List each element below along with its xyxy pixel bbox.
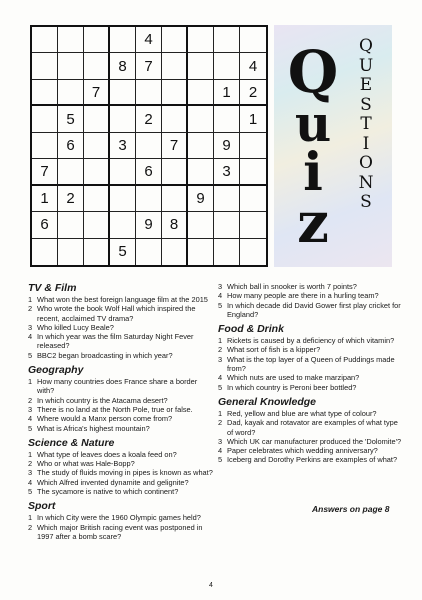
question-item	[28, 513, 214, 522]
question-item	[28, 459, 214, 468]
sudoku-cell[interactable]	[188, 80, 214, 106]
question-text: Which UK car manufacturer produced the 'Dolomite'?	[227, 436, 402, 446]
sudoku-cell[interactable]	[188, 212, 214, 238]
questions-letter: E	[359, 75, 373, 95]
question-item	[28, 332, 214, 351]
sudoku-cell[interactable]	[32, 133, 58, 159]
sudoku-cell[interactable]	[84, 159, 110, 185]
sudoku-cell[interactable]	[84, 186, 110, 212]
question-number: 1	[218, 336, 223, 346]
sudoku-cell[interactable]	[240, 239, 266, 265]
question-number: 3	[218, 436, 223, 446]
sudoku-cell[interactable]	[162, 27, 188, 53]
question-number: 4	[28, 414, 33, 424]
sudoku-cell[interactable]	[136, 239, 162, 265]
sudoku-cell[interactable]	[188, 106, 214, 132]
question-item	[218, 455, 404, 464]
question-number: 3	[218, 354, 223, 364]
sudoku-cell[interactable]	[110, 212, 136, 238]
sudoku-cell[interactable]	[188, 159, 214, 185]
question-number: 5	[218, 300, 223, 310]
question-text: There is no land at the North Pole, true or false.	[37, 404, 193, 414]
sudoku-cell[interactable]: 8	[162, 212, 188, 238]
question-number: 5	[218, 455, 223, 465]
sudoku-cell[interactable]	[188, 27, 214, 53]
question-text: Who killed Lucy Beale?	[37, 322, 114, 332]
question-text: In which year was the film Saturday Night Fever released?	[37, 332, 194, 351]
sudoku-cell[interactable]	[162, 159, 188, 185]
sudoku-cell[interactable]	[240, 186, 266, 212]
sudoku-cell[interactable]	[240, 133, 266, 159]
questions-letter: Q	[359, 36, 373, 56]
sudoku-cell[interactable]	[32, 80, 58, 106]
sudoku-cell[interactable]: 9	[214, 133, 240, 159]
question-item	[28, 396, 214, 405]
question-text: In which country is the Atacama desert?	[37, 395, 168, 405]
sudoku-cell[interactable]: 7	[136, 53, 162, 79]
sudoku-cell[interactable]: 7	[162, 133, 188, 159]
sudoku-cell[interactable]	[136, 186, 162, 212]
questions-letter: O	[359, 153, 373, 173]
question-item	[218, 291, 404, 300]
sudoku-cell[interactable]	[110, 27, 136, 53]
quiz-section	[218, 282, 404, 319]
question-text: Red, yellow and blue are what type of colour?	[227, 408, 377, 418]
sudoku-cell[interactable]: 6	[136, 159, 162, 185]
sudoku-cell[interactable]	[240, 212, 266, 238]
section-title: General Knowledge	[218, 395, 317, 408]
question-item	[28, 304, 214, 323]
sudoku-cell[interactable]	[58, 212, 84, 238]
quiz-word	[278, 38, 348, 256]
question-text: Dad, kayak and rotavator are examples of what type of word?	[227, 418, 398, 437]
question-text: How many people are there in a hurling team?	[227, 291, 379, 301]
sudoku-cell[interactable]	[32, 53, 58, 79]
questions-letter: S	[360, 94, 372, 115]
questions-word	[350, 37, 382, 213]
sudoku-cell[interactable]: 7	[32, 159, 58, 185]
question-text: The sycamore is native to which continent?	[37, 487, 179, 497]
sudoku-cell[interactable]	[188, 53, 214, 79]
question-number: 3	[28, 468, 33, 478]
sudoku-cell[interactable]	[162, 80, 188, 106]
page-number: 4	[209, 582, 213, 589]
sudoku-cell[interactable]: 3	[214, 159, 240, 185]
sudoku-cell[interactable]: 1	[214, 80, 240, 106]
questions-letter: I	[362, 133, 370, 154]
question-text: In which country is Peroni beer bottled?	[227, 382, 357, 392]
sudoku-cell[interactable]	[214, 106, 240, 132]
sudoku-cell[interactable]	[240, 27, 266, 53]
sudoku-cell[interactable]	[110, 106, 136, 132]
sudoku-cell[interactable]	[84, 133, 110, 159]
question-number: 2	[218, 418, 223, 428]
sudoku-cell[interactable]	[32, 106, 58, 132]
sudoku-cell[interactable]: 2	[240, 80, 266, 106]
sudoku-cell[interactable]: 4	[136, 27, 162, 53]
question-item	[28, 377, 214, 396]
question-number: 4	[218, 446, 223, 456]
sudoku-cell[interactable]	[110, 80, 136, 106]
question-text: What is Africa's highest mountain?	[37, 423, 150, 433]
quiz-letter: i	[303, 142, 323, 203]
sudoku-cell[interactable]: 1	[240, 106, 266, 132]
sudoku-cell[interactable]	[58, 239, 84, 265]
question-text: Where would a Manx person come from?	[37, 414, 173, 424]
sudoku-cell[interactable]	[188, 239, 214, 265]
answers-note: Answers on page 8	[312, 504, 390, 514]
quiz-section	[28, 437, 214, 496]
question-number: 3	[28, 404, 33, 414]
question-text: Who or what was Hale-Bopp?	[37, 459, 135, 469]
sudoku-cell[interactable]	[162, 106, 188, 132]
question-number: 2	[28, 522, 33, 532]
question-item	[28, 405, 214, 414]
question-text: What type of leaves does a koala feed on?	[37, 449, 177, 459]
question-number: 2	[218, 345, 223, 355]
question-text: What is the top layer of a Queen of Puddings made from?	[227, 354, 395, 374]
question-number: 1	[28, 295, 33, 304]
quiz-letter: Q	[287, 38, 339, 106]
sudoku-cell[interactable]: 3	[110, 133, 136, 159]
question-number: 5	[218, 382, 223, 392]
question-item	[218, 409, 404, 418]
question-item	[218, 373, 404, 382]
section-title: Food & Drink	[218, 323, 284, 336]
question-number: 2	[28, 459, 33, 469]
sudoku-cell[interactable]	[214, 27, 240, 53]
sudoku-cell[interactable]	[214, 212, 240, 238]
sudoku-cell[interactable]: 9	[136, 212, 162, 238]
question-number: 5	[28, 423, 33, 433]
sudoku-cell[interactable]	[84, 53, 110, 79]
quiz-section	[28, 364, 214, 433]
sudoku-cell[interactable]	[162, 239, 188, 265]
questions-column-left	[28, 282, 214, 545]
question-number: 4	[28, 477, 33, 487]
question-text: Paper celebrates which wedding anniversary?	[227, 446, 378, 456]
sudoku-cell[interactable]	[188, 133, 214, 159]
section-title: Science & Nature	[28, 436, 115, 449]
question-number: 1	[218, 408, 223, 418]
question-item	[218, 345, 404, 354]
sudoku-cell[interactable]	[84, 239, 110, 265]
question-text: In which decade did David Gower first play cricket for England?	[227, 300, 401, 319]
question-text: How many countries does France share a border with?	[37, 377, 198, 396]
sudoku-cell[interactable]: 4	[240, 53, 266, 79]
question-number: 1	[28, 377, 33, 387]
question-item	[218, 282, 404, 291]
sudoku-cell[interactable]: 5	[58, 106, 84, 132]
question-item	[218, 437, 404, 446]
sudoku-cell[interactable]: 2	[136, 106, 162, 132]
question-item	[218, 383, 404, 392]
question-item	[218, 446, 404, 455]
question-item	[218, 418, 404, 437]
section-title: TV & Film	[28, 282, 77, 294]
sudoku-cell[interactable]	[240, 159, 266, 185]
sudoku-cell[interactable]: 9	[188, 186, 214, 212]
question-number: 4	[218, 373, 223, 383]
sudoku-cell[interactable]	[110, 159, 136, 185]
quiz-section	[218, 396, 404, 465]
questions-column-right	[218, 282, 404, 469]
question-item	[28, 424, 214, 433]
section-title: Geography	[28, 364, 84, 377]
question-item	[28, 351, 214, 360]
question-item	[28, 523, 214, 542]
quiz-questions-panel	[274, 25, 392, 267]
sudoku-cell[interactable]	[84, 106, 110, 132]
sudoku-cell[interactable]	[214, 53, 240, 79]
quiz-section	[218, 323, 404, 392]
question-text: The study of fluids moving in pipes is known as what?	[37, 468, 213, 478]
question-item	[28, 478, 214, 487]
questions-letter: U	[358, 55, 374, 76]
question-item	[28, 468, 214, 477]
sudoku-cell[interactable]	[162, 186, 188, 212]
questions-letter: N	[358, 172, 374, 193]
question-text: What sort of fish is a kipper?	[227, 345, 321, 355]
question-text: Which major British racing event was postponed in 1997 after a bomb scare?	[37, 522, 203, 541]
sudoku-cell[interactable]	[58, 159, 84, 185]
sudoku-cell[interactable]	[162, 53, 188, 79]
sudoku-grid	[30, 25, 268, 267]
question-number: 3	[218, 282, 223, 291]
sudoku-cell[interactable]	[136, 133, 162, 159]
questions-letter: S	[360, 192, 372, 212]
question-text: Which nuts are used to make marzipan?	[227, 373, 360, 383]
question-item	[218, 301, 404, 320]
sudoku-cell[interactable]	[214, 239, 240, 265]
sudoku-cell[interactable]: 7	[84, 80, 110, 106]
quiz-letter: u	[294, 94, 332, 153]
sudoku-cell[interactable]	[58, 27, 84, 53]
question-text: BBC2 began broadcasting in which year?	[37, 350, 173, 360]
sudoku-cell[interactable]	[58, 80, 84, 106]
sudoku-cell[interactable]	[84, 212, 110, 238]
question-number: 5	[28, 350, 33, 360]
sudoku-cell[interactable]	[110, 186, 136, 212]
sudoku-cell[interactable]	[214, 186, 240, 212]
sudoku-cell[interactable]	[58, 53, 84, 79]
question-text: Which ball in snooker is worth 7 points?	[227, 282, 357, 291]
section-title: Sport	[28, 500, 56, 513]
question-number: 2	[28, 395, 33, 405]
question-number: 2	[28, 304, 33, 314]
sudoku-cell[interactable]	[32, 239, 58, 265]
sudoku-cell[interactable]: 2	[58, 186, 84, 212]
sudoku-cell[interactable]: 6	[58, 133, 84, 159]
question-item	[28, 450, 214, 459]
question-item	[28, 487, 214, 496]
questions-letter: T	[360, 114, 372, 134]
quiz-section	[28, 282, 214, 360]
question-item	[218, 336, 404, 345]
sudoku-cell[interactable]	[136, 80, 162, 106]
question-item	[218, 355, 404, 374]
question-text: Iceberg and Dorothy Perkins are examples of what?	[227, 455, 398, 465]
quiz-letter: z	[297, 190, 329, 256]
question-text: Who wrote the book Wolf Hall which inspired the recent, acclaimed TV drama?	[37, 304, 196, 323]
sudoku-cell[interactable]	[32, 27, 58, 53]
question-number: 3	[28, 322, 33, 332]
quiz-section	[28, 500, 214, 541]
question-text: What won the best foreign language film at the 2015	[37, 295, 208, 304]
sudoku-cell[interactable]: 1	[32, 186, 58, 212]
question-text: Rickets is caused by a deficiency of which vitamin?	[227, 336, 395, 346]
question-item	[28, 414, 214, 423]
sudoku-cell[interactable]: 8	[110, 53, 136, 79]
question-item	[28, 295, 214, 304]
question-number: 1	[28, 513, 33, 523]
question-number: 1	[28, 449, 33, 459]
question-number: 4	[28, 332, 33, 342]
sudoku-cell[interactable]: 6	[32, 212, 58, 238]
question-text: Which Alfred invented dynamite and gelignite?	[37, 477, 189, 487]
question-number: 4	[218, 291, 223, 301]
question-number: 5	[28, 487, 33, 497]
sudoku-cell[interactable]: 5	[110, 239, 136, 265]
question-text: In which City were the 1960 Olympic games held?	[37, 513, 201, 523]
question-item	[28, 323, 214, 332]
sudoku-cell[interactable]	[84, 27, 110, 53]
